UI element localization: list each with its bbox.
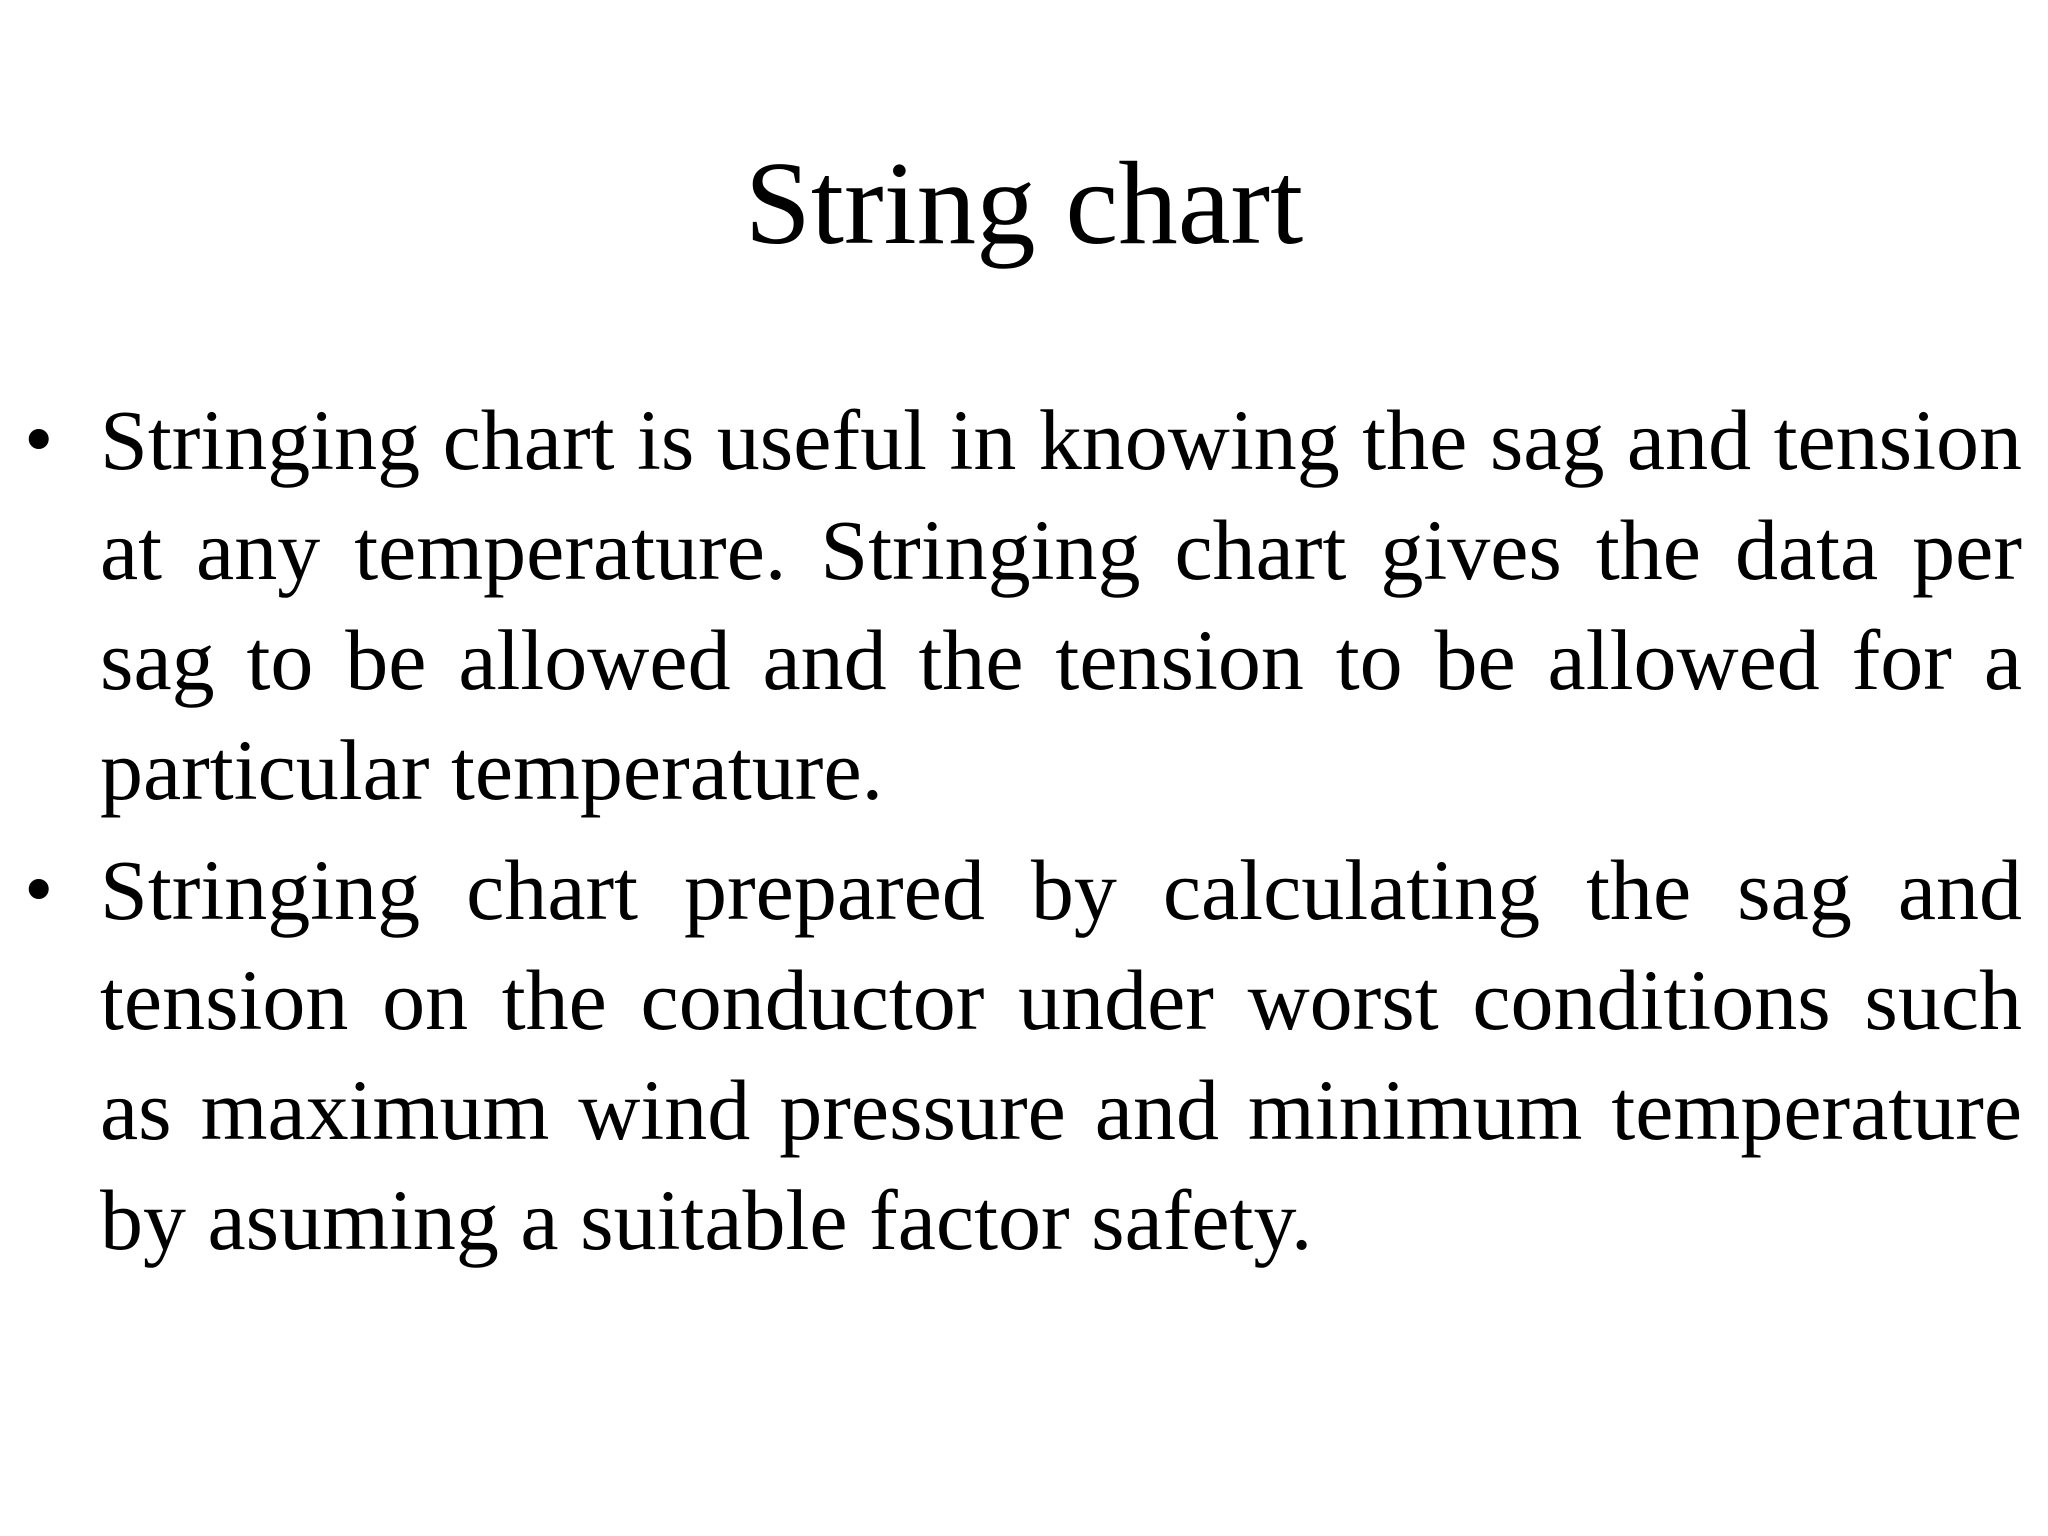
slide-title: String chart	[744, 137, 1304, 269]
bullet-marker: •	[24, 843, 54, 936]
bullet-item	[0, 835, 2048, 1275]
bullet-marker: •	[24, 393, 54, 486]
bullet-text: Stringing chart prepared by calculating the sag and tension on the conductor under worst conditions such as maximum wind pressure and minimum temperature by asuming a suitable factor safety.	[100, 842, 2022, 1268]
bullet-item	[0, 385, 2048, 825]
bullet-list	[0, 385, 2048, 1285]
bullet-text: Stringing chart is useful in knowing the sag and tension at any temperature. Stringing chart gives the data per sag to be allowed and the tension to be allowed for a particular temperature.	[100, 392, 2022, 818]
